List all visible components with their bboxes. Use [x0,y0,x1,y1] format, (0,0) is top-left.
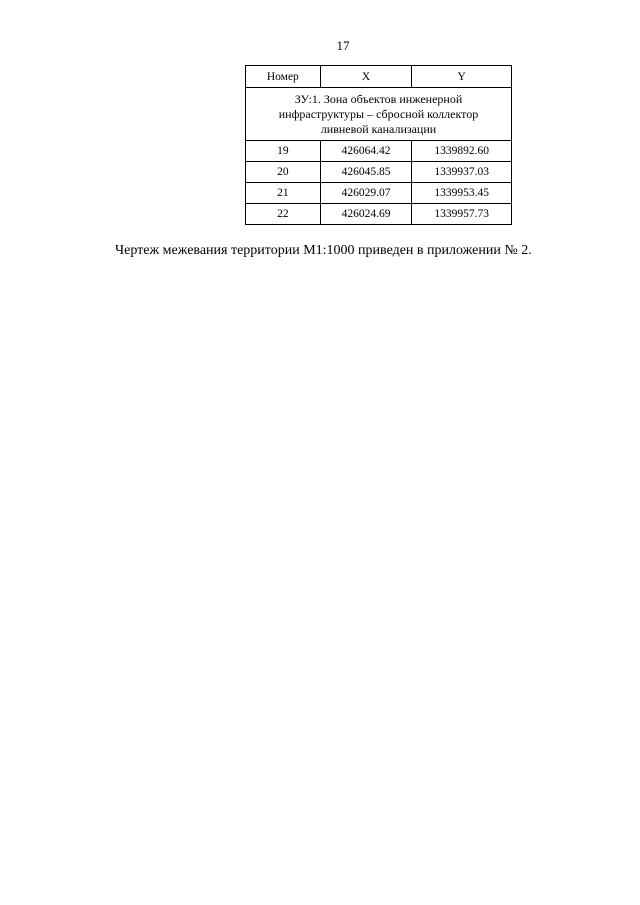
cell-x: 426024.69 [320,204,412,225]
cell-x: 426064.42 [320,141,412,162]
cell-number: 20 [246,162,321,183]
header-number: Номер [246,66,321,88]
cell-x: 426045.85 [320,162,412,183]
cell-y: 1339892.60 [412,141,512,162]
table-row [246,183,512,204]
header-y: Y [412,66,512,88]
cell-number: 22 [246,204,321,225]
cell-y: 1339953.45 [412,183,512,204]
table-row [246,204,512,225]
cell-number: 19 [246,141,321,162]
cell-x: 426029.07 [320,183,412,204]
table-header-row [246,66,512,88]
table-row [246,141,512,162]
zone-title: ЗУ:1. Зона объектов инженерной инфраструктуры – сбросной коллектор ливневой канализации [246,88,512,141]
page-number: 17 [336,38,350,53]
drawing-reference-caption: Чертеж межевания территории М1:1000 приведен в приложении № 2. [115,243,532,258]
table-row [246,162,512,183]
zone-title-row [246,88,512,141]
cell-number: 21 [246,183,321,204]
coordinates-table [245,65,512,225]
cell-y: 1339957.73 [412,204,512,225]
header-x: X [320,66,412,88]
cell-y: 1339937.03 [412,162,512,183]
